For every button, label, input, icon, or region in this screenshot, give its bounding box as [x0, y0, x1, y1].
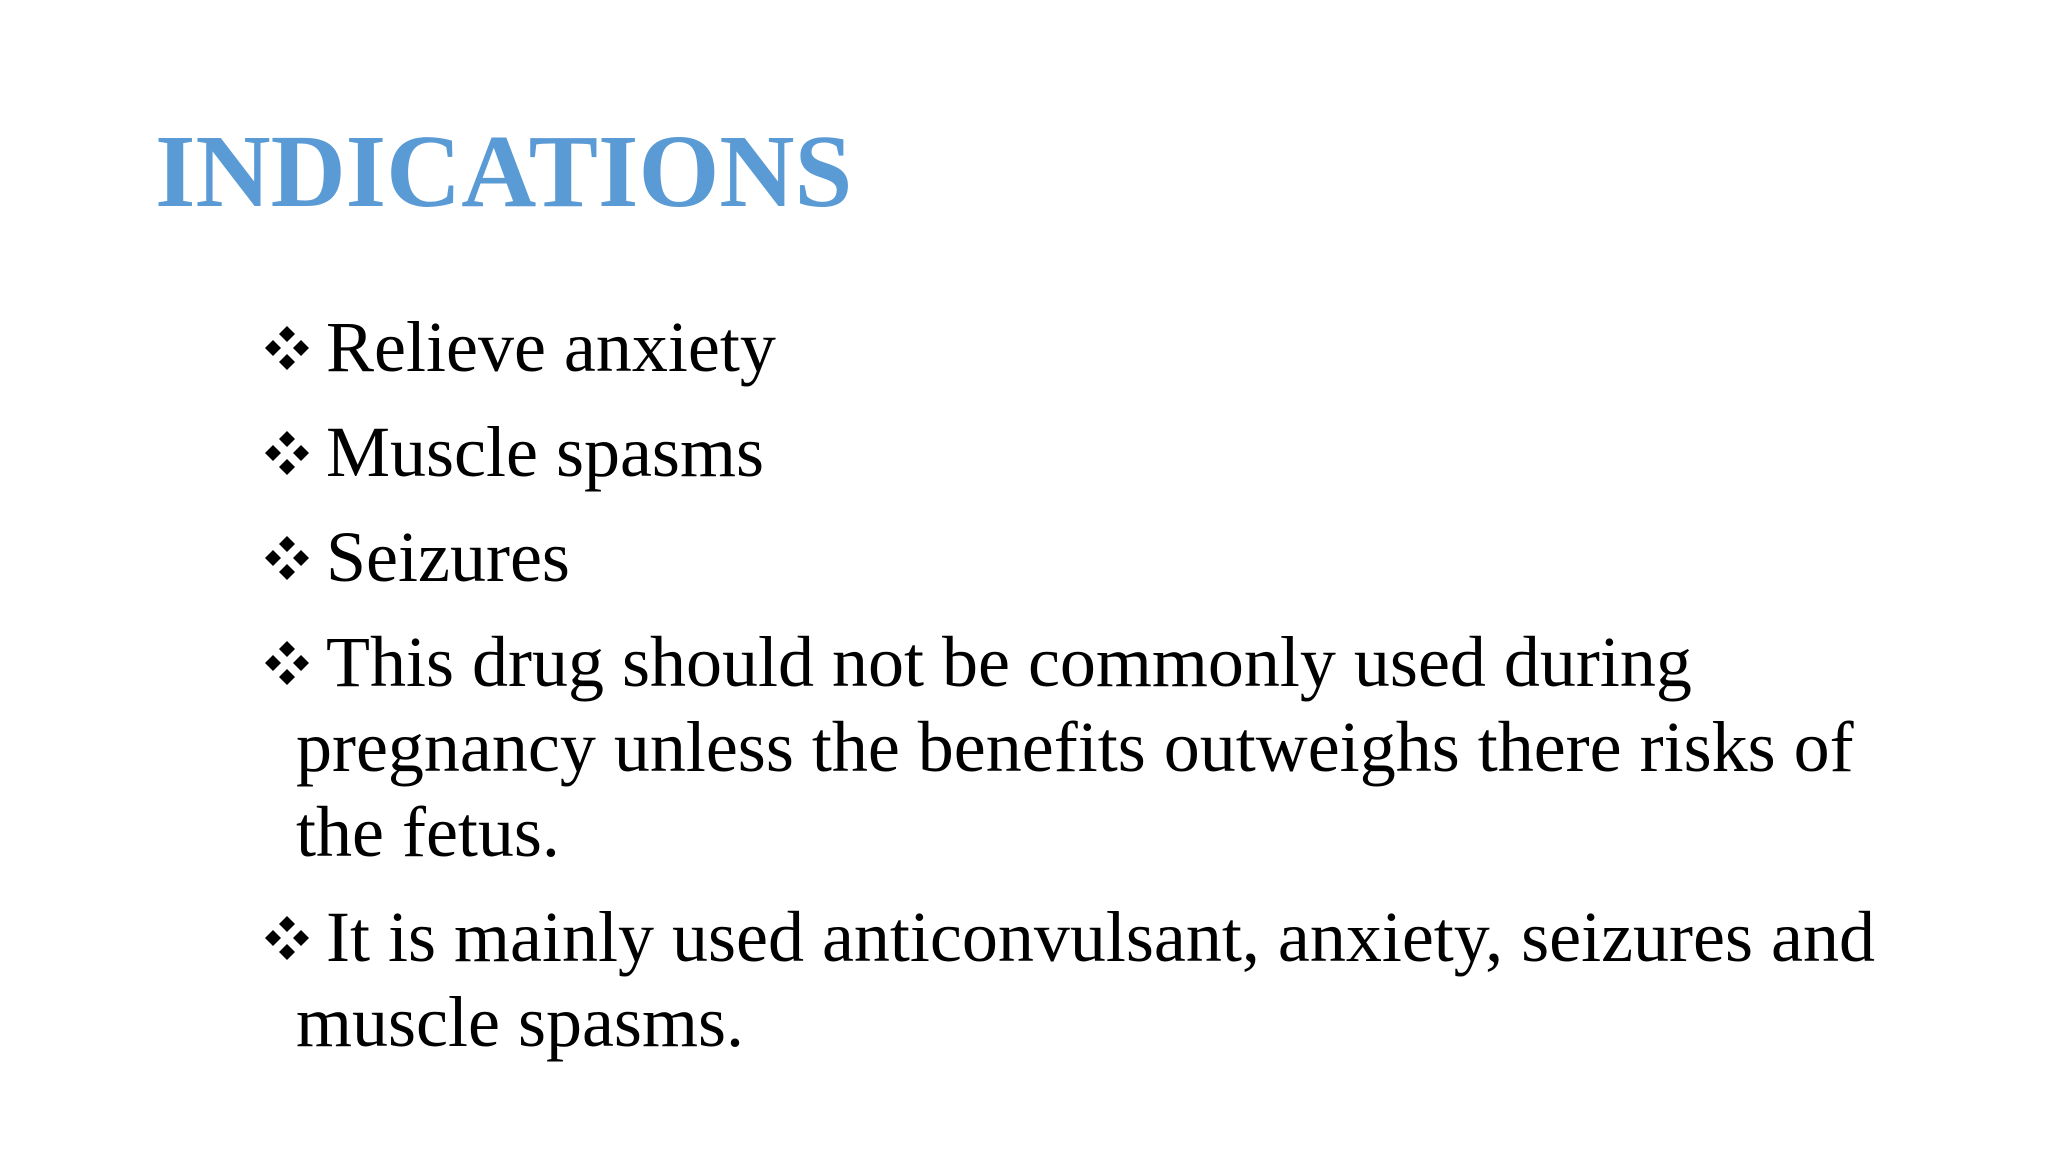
bullet-text: Seizures [326, 517, 570, 597]
bullet-text: It is mainly used anticonvulsant, anxiety, seizures and muscle spasms. [296, 897, 1875, 1062]
bullet-text: Muscle spasms [326, 412, 764, 492]
list-item [262, 410, 1912, 495]
four-diamond-bullet-icon [262, 620, 322, 705]
list-item [262, 515, 1912, 600]
slide-title: INDICATIONS [155, 114, 853, 229]
four-diamond-bullet-icon [262, 410, 322, 495]
four-diamond-bullet-icon [262, 305, 322, 390]
bullet-text: This drug should not be commonly used during pregnancy unless the benefits outweighs there risks of the fetus. [296, 622, 1854, 872]
list-item [262, 620, 1912, 875]
bullet-list [262, 305, 1912, 1085]
four-diamond-bullet-icon [262, 515, 322, 600]
list-item [262, 895, 1912, 1065]
bullet-text: Relieve anxiety [326, 307, 776, 387]
list-item [262, 305, 1912, 390]
four-diamond-bullet-icon [262, 895, 322, 980]
